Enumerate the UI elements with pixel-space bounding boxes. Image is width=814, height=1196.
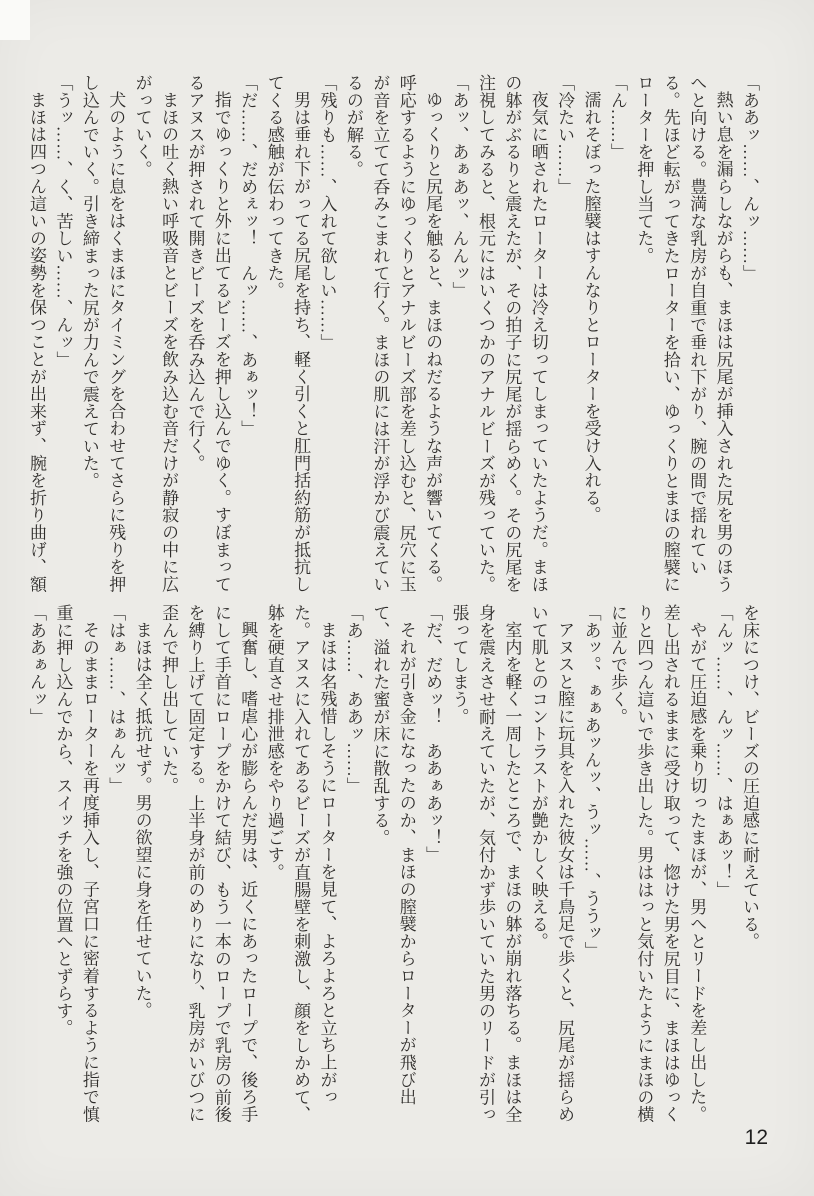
narrative-paragraph: 熱い息を漏らしながらも、まほは尻尾が挿入された尻を男のほうへと向ける。豊満な乳房が自重で垂れ下がり、腕の間で揺れている。先ほど転がってきたローターを拾い、ゆっくりとまほの膣襞にローターを押し当てた。 [634, 74, 733, 593]
dialogue-line: 「ん……」 [607, 74, 627, 161]
narrative-paragraph: まほは四つん這いの姿勢を保つことが出来ず、腕を折り曲げ、額 [27, 91, 47, 593]
scan-artifact-corner [0, 0, 30, 40]
dialogue-line: 「残りも……、入れて欲しい……」 [317, 74, 337, 351]
dialogue-line: 「うッ……、く、苦しい……、んッ」 [53, 74, 73, 369]
dialogue-line: 「はぁ……、はぁんッ」 [106, 604, 126, 795]
narrative-paragraph: を床につけ、ビーズの圧迫感に耐えている。 [740, 604, 759, 950]
page-number: 12 [744, 1126, 768, 1149]
narrative-paragraph: まほは名残惜しそうにローターを見て、よろよろと立ち上がった。アヌスに入れてあるビーズが直腸壁を刺激し、顔をしかめて、躰を硬直させ排泄感をやり過ごす。 [264, 604, 337, 1123]
narrative-paragraph: それが引き金になったのか、まほの膣襞からローターが飛び出て、溢れた蜜が床に散乱する。 [370, 604, 416, 1106]
narrative-paragraph: 夜気に晒されたローターは冷え切ってしまっていたようだ。まほの躰がぶるりと震えたが、その拍子に尻尾が揺らめく。その尻尾を注視してみると、根元にはいくつかのアナルビーズが残っていた。 [475, 74, 548, 593]
narrative-paragraph: まほの吐く熱い呼吸音とビーズを飲み込む音だけが静寂の中に広がっていく。 [132, 74, 179, 593]
narrative-paragraph: 犬のように息をはくまほにタイミングを合わせてさらに残りを押し込んでいく。引き締まった尻が力んで震えていた。 [79, 74, 126, 593]
dialogue-line: 「ああぁんッ」 [27, 604, 47, 726]
dialogue-line: 「あ……、ああッ……」 [343, 604, 363, 795]
dialogue-line: 「あッ、あぁあッ、んんッ」 [449, 74, 469, 299]
narrative-paragraph: 指でゆっくりと外に出てるビーズを押し込んでゆく。すぼまってるアヌスが押されて開きビーズを呑み込んで行く。 [185, 74, 231, 593]
narrative-paragraph: 濡れそぼった膣襞はすんなりとローターを受け入れる。 [581, 91, 601, 524]
narrative-paragraph: 室内を軽く一周したところで、まほの躰が崩れ落ちる。まほは全身を震えさせ耐えていたが、気付かず歩いていた男のリードが引っ張ってしまう。 [449, 604, 522, 1123]
narrative-paragraph: ゆっくりと尻尾を触ると、まほのねだるような声が響いてくる。呼応するようにゆっくりとアナルビーズ部を差し込むと、尻穴に玉が音を立てて呑みこまれて行く。まほの肌には汗が浮かび震えているのが解る。 [343, 74, 443, 593]
narrative-paragraph: まほは全く抵抗せず。男の欲望に身を任せていた。 [132, 621, 152, 1019]
dialogue-line: 「だ、だめッ！ ああぁあッ！」 [423, 604, 443, 864]
narrative-paragraph: そのままローターを再度挿入し、子宮口に密着するように指で慎重に押し込んでから、スイッチを強の位置へとずらす。 [53, 604, 99, 1123]
text-block-upper [27, 74, 762, 594]
narrative-paragraph: やがて圧迫感を乗り切ったまほが、男へとリードを差し出した。差し出されるままに受け取って、惚けた男を尻目に、まほはゆっくりと四つん這いで歩き出した。男ははっと気付いたようにまほの横に並んで歩く。 [607, 604, 707, 1123]
narrative-paragraph: 興奮し、嗜虐心が膨らんだ男は、近くにあったロープで、後ろ手にして手首にロープをかけて結び、もう一本のロープで乳房の前後を縛り上げて固定する。上半身が前のめりになり、乳房がいびつに歪んで押し出していた。 [159, 604, 258, 1123]
dialogue-line: 「んッ……、んッ……、はぁあッ！」 [713, 604, 733, 899]
dialogue-line: 「だ……、だめぇッ！ んッ……、あぁッ！」 [238, 74, 258, 438]
text-block-lower [27, 604, 762, 1124]
narrative-paragraph: アヌスと膣に玩具を入れた彼女は千鳥足で歩くと、尻尾が揺らめいて肌とのコントラストが艶かしく映える。 [528, 604, 575, 1123]
dialogue-line: 「ああッ……、んッ……」 [740, 74, 759, 282]
narrative-paragraph: 男は垂れ下がってる尻尾を持ち、軽く引くと肛門括約筋が抵抗してくる感触が伝わってきた。 [264, 74, 311, 593]
dialogue-line: 「冷たい……」 [555, 74, 575, 196]
dialogue-line: 「あッ。、ぁぁあッんッ、うッ……、ううッ」 [581, 604, 601, 959]
